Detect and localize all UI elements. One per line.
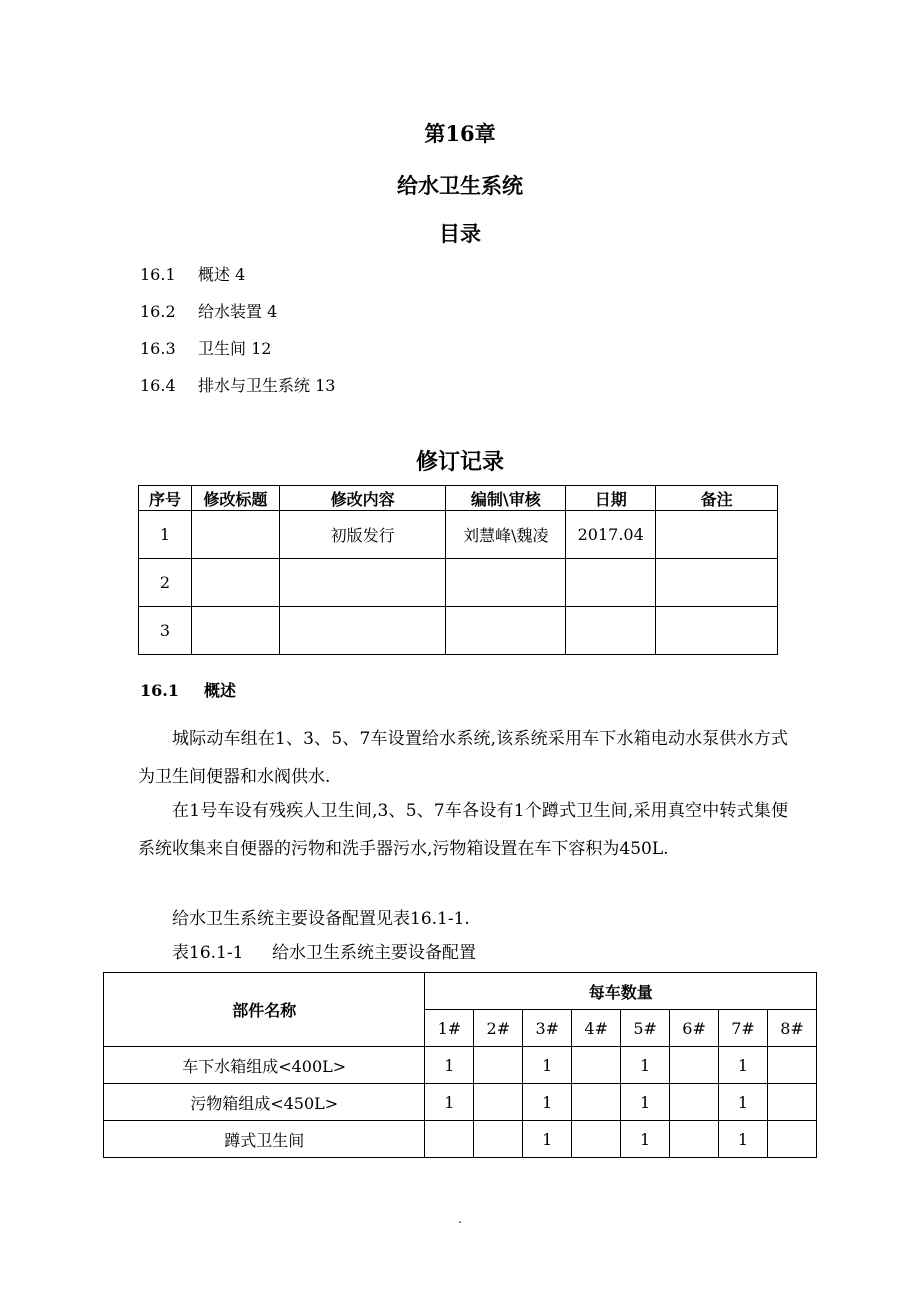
table-cell: 1 (425, 1047, 474, 1084)
table-cell (767, 1121, 816, 1158)
table-cell (191, 607, 279, 655)
column-header-car: 8# (767, 1010, 816, 1047)
table-cell (767, 1084, 816, 1121)
toc-item-label: 概述 4 (198, 265, 246, 284)
column-header: 修改标题 (191, 486, 279, 511)
toc-item[interactable] (140, 373, 335, 410)
table-cell (425, 1121, 474, 1158)
table-cell (474, 1047, 523, 1084)
table-cell: 1 (523, 1084, 572, 1121)
column-header: 序号 (139, 486, 192, 511)
toc-item[interactable] (140, 299, 335, 336)
table-cell (474, 1121, 523, 1158)
table-row (139, 511, 778, 559)
toc-item-number: 16.1 (140, 265, 176, 284)
table-row (104, 1084, 817, 1121)
toc-item-label: 排水与卫生系统 13 (198, 376, 336, 395)
column-group-header: 每车数量 (425, 973, 817, 1010)
section-heading (140, 678, 236, 701)
chapter-title: 给水卫生系统 (397, 173, 523, 198)
column-header: 日期 (566, 486, 656, 511)
table-cell: 2 (139, 559, 192, 607)
column-header-part-name: 部件名称 (104, 973, 425, 1047)
table-cell (656, 559, 778, 607)
revision-heading: 修订记录 (415, 449, 504, 475)
toc-item-label: 卫生间 12 (198, 339, 272, 358)
table-cell (572, 1121, 621, 1158)
part-name-cell: 车下水箱组成<400L> (104, 1047, 425, 1084)
part-name-cell: 污物箱组成<450L> (104, 1084, 425, 1121)
column-header: 编制\审核 (446, 486, 566, 511)
table-cell: 2017.04 (566, 511, 656, 559)
body-paragraph: 在1号车设有残疾人卫生间,3、5、7车各设有1个蹲式卫生间,采用真空中转式集便系统收集来自便器的污物和洗手器污水,污物箱设置在车下容积为450L. (138, 801, 788, 859)
section-title: 概述 (204, 681, 237, 700)
table-cell (279, 607, 446, 655)
table-cell (670, 1084, 719, 1121)
column-header-car: 3# (523, 1010, 572, 1047)
table-cell (656, 607, 778, 655)
table-cell (279, 559, 446, 607)
table-cell: 刘慧峰\魏凌 (446, 511, 566, 559)
table-row (139, 559, 778, 607)
column-header-car: 4# (572, 1010, 621, 1047)
table-cell: 1 (523, 1121, 572, 1158)
table-row (104, 1121, 817, 1158)
toc-item-number: 16.2 (140, 302, 176, 321)
section-number: 16.1 (140, 681, 179, 700)
table-cell: 1 (719, 1121, 768, 1158)
table-cell (191, 559, 279, 607)
table-cell (572, 1047, 621, 1084)
table-cell (572, 1084, 621, 1121)
table-cell: 初版发行 (279, 511, 446, 559)
table-cell (474, 1084, 523, 1121)
table-cell: 1 (621, 1121, 670, 1158)
equipment-table (103, 972, 817, 1158)
table-caption-text: 给水卫生系统主要设备配置 (272, 943, 476, 963)
toc-item-number: 16.4 (140, 376, 176, 395)
table-cell (446, 559, 566, 607)
table-cell (656, 511, 778, 559)
column-header-car: 2# (474, 1010, 523, 1047)
table-cell (767, 1047, 816, 1084)
table-cell: 1 (719, 1047, 768, 1084)
toc-heading: 目录 (439, 221, 481, 246)
table-cell (566, 607, 656, 655)
body-paragraph: 给水卫生系统主要设备配置见表16.1-1. (172, 909, 470, 929)
table-cell: 1 (621, 1084, 670, 1121)
column-header-car: 1# (425, 1010, 474, 1047)
table-cell (191, 511, 279, 559)
revision-table (138, 485, 778, 655)
table-cell: 3 (139, 607, 192, 655)
chapter-heading: 第16章 (424, 121, 496, 146)
table-caption-number: 表16.1-1 (172, 943, 244, 963)
table-cell: 1 (425, 1084, 474, 1121)
table-caption (172, 938, 476, 968)
table-cell (446, 607, 566, 655)
column-header: 修改内容 (279, 486, 446, 511)
toc-item-number: 16.3 (140, 339, 176, 358)
table-cell: 1 (719, 1084, 768, 1121)
toc-item[interactable] (140, 336, 335, 373)
part-name-cell: 蹲式卫生间 (104, 1121, 425, 1158)
table-header-row (139, 486, 778, 511)
table-row (104, 1047, 817, 1084)
column-header-car: 6# (670, 1010, 719, 1047)
table-cell (566, 559, 656, 607)
table-header-row (104, 973, 817, 1010)
table-of-contents (140, 262, 335, 410)
table-cell: 1 (621, 1047, 670, 1084)
column-header: 备注 (656, 486, 778, 511)
toc-item-label: 给水装置 4 (198, 302, 278, 321)
table-cell: 1 (523, 1047, 572, 1084)
table-row (139, 607, 778, 655)
column-header-car: 5# (621, 1010, 670, 1047)
footer-mark: . (458, 1212, 462, 1226)
table-cell: 1 (139, 511, 192, 559)
table-cell (670, 1047, 719, 1084)
body-paragraph: 城际动车组在1、3、5、7车设置给水系统,该系统采用车下水箱电动水泵供水方式为卫生间便器和水阀供水. (138, 729, 788, 787)
column-header-car: 7# (719, 1010, 768, 1047)
toc-item[interactable] (140, 262, 335, 299)
table-cell (670, 1121, 719, 1158)
